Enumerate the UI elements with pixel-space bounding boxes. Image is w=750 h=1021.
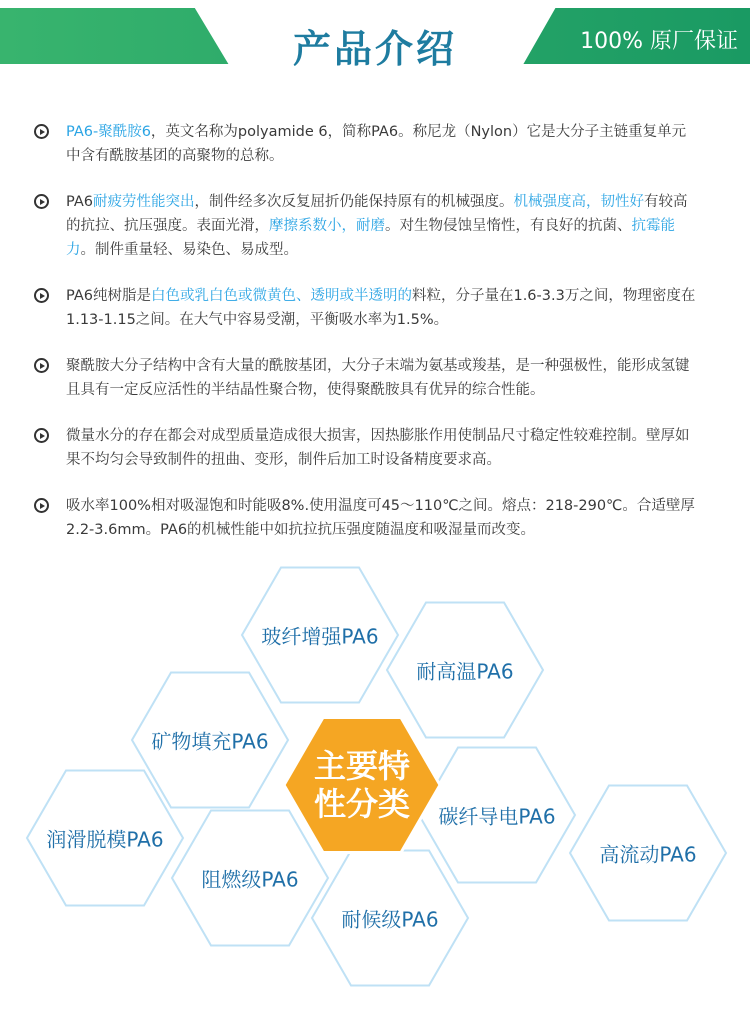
body-text: 。制件重量轻、易染色、易成型。 xyxy=(80,242,298,258)
body-text: 料粒，分子量在1.6-3.3万之间，物理密度在1.13-1.15之间。在大气中容易受潮，平衡吸水率为1.5%。 xyxy=(66,288,696,328)
description-item xyxy=(34,190,698,262)
body-text: ，英文名称为polyamide 6，简称PA6。称尼龙（Nylon）它是大分子主链重复单元中含有酰胺基团的高聚物的总称。 xyxy=(66,124,687,164)
hex-category-label: 润滑脱模PA6 xyxy=(46,827,164,852)
hex-category-label: 高流动PA6 xyxy=(599,842,697,867)
circle-arrow-icon xyxy=(34,498,49,513)
highlight-text: 耐疲劳性能突出 xyxy=(92,194,195,210)
feature-hex-diagram xyxy=(0,540,750,1010)
center-category-label xyxy=(302,747,422,823)
body-text: 聚酰胺大分子结构中含有大量的酰胺基团，大分子末端为氨基或羧基，是一种强极性，能形成氢键且具有一定反应活性的半结晶性聚合物，使得聚酰胺具有优异的综合性能。 xyxy=(66,358,690,398)
hex-category-label: 玻纤增强PA6 xyxy=(261,624,379,649)
circle-arrow-icon xyxy=(34,288,49,303)
body-text: 吸水率100%相对吸湿饱和时能吸8%.使用温度可45～110℃之间。熔点：218-290℃。合适壁厚2.2-3.6mm。PA6的机械性能中如抗拉抗压强度随温度和吸湿量而改变。 xyxy=(66,498,695,538)
header-banner xyxy=(0,0,750,100)
hex-category-label: 矿物填充PA6 xyxy=(151,729,269,754)
description-item xyxy=(34,494,698,542)
highlight-text: 抗霉能力 xyxy=(66,218,675,258)
guarantee-badge: 100% 原厂保证 xyxy=(580,29,738,54)
body-text: 有较高的抗拉、抗压强度。表面光滑， xyxy=(66,194,688,234)
description-item xyxy=(34,284,698,332)
hex-category-label: 碳纤导电PA6 xyxy=(438,804,556,829)
circle-arrow-icon xyxy=(34,124,49,139)
body-text: PA6纯树脂是 xyxy=(66,288,151,304)
description-item xyxy=(34,354,698,402)
body-text: ，制件经多次反复屈折仍能保持原有的机械强度。 xyxy=(194,194,514,210)
description-list xyxy=(34,120,698,564)
circle-arrow-icon xyxy=(34,428,49,443)
body-text: PA6 xyxy=(66,194,93,210)
description-item xyxy=(34,120,698,168)
highlight-text: 机械强度高，韧性好 xyxy=(513,194,644,210)
center-label-line-2: 性分类 xyxy=(313,785,410,823)
hex-category-label: 耐高温PA6 xyxy=(416,659,514,684)
highlight-text: PA6-聚酰胺6 xyxy=(66,124,151,140)
body-text: 。对生物侵蚀呈惰性，有良好的抗菌、 xyxy=(385,218,632,234)
hex-category-label: 耐候级PA6 xyxy=(341,907,439,932)
center-label-line-1: 主要特 xyxy=(313,747,410,785)
highlight-text: 摩擦系数小，耐磨 xyxy=(269,218,385,234)
page-title: 产品介绍 xyxy=(292,27,457,71)
hex-category-label: 阻燃级PA6 xyxy=(201,867,299,892)
body-text: 微量水分的存在都会对成型质量造成很大损害，因热膨胀作用使制品尺寸稳定性较难控制。壁厚如果不均匀会导致制件的扭曲、变形，制件后加工时设备精度要求高。 xyxy=(66,428,690,468)
circle-arrow-icon xyxy=(34,358,49,373)
highlight-text: 白色或乳白色或微黄色、透明或半透明的 xyxy=(150,288,412,304)
description-item xyxy=(34,424,698,472)
circle-arrow-icon xyxy=(34,194,49,209)
